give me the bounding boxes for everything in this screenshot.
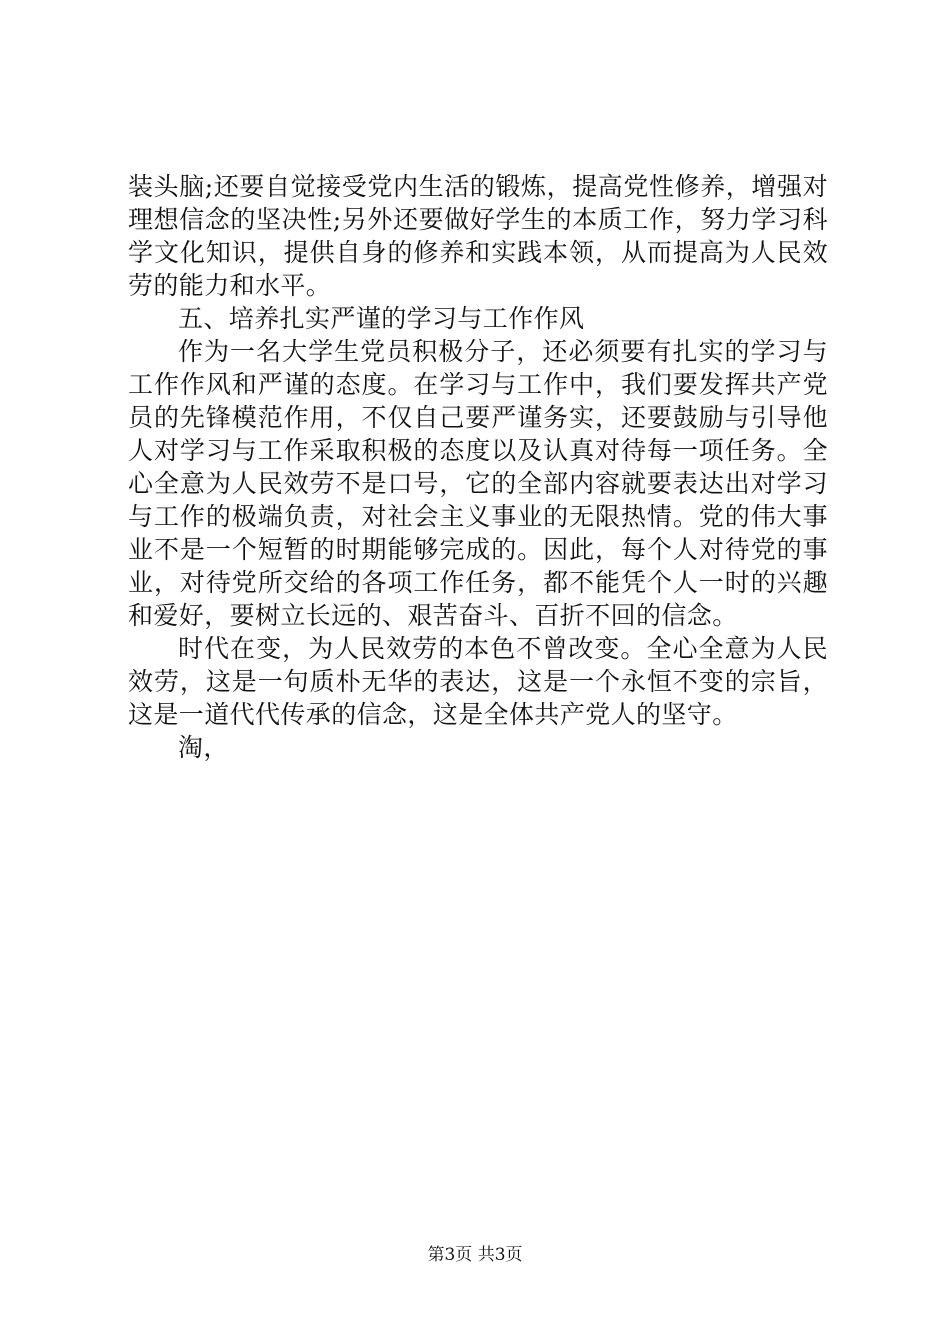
- document-body: [128, 170, 828, 764]
- paragraph-fragment: 淘，: [178, 733, 229, 762]
- paragraph-conclusion: 时代在变，为人民效劳的本色不曾改变。全心全意为人民效劳，这是一句质朴无华的表达，这是一个永恒不变的宗旨，这是一道代代传承的信念，这是全体共产党人的坚守。: [128, 634, 828, 729]
- paragraph-work-style: 作为一名大学生党员积极分子，还必须要有扎实的学习与工作作风和严谨的态度。在学习与工作中，我们要发挥共产党员的先锋模范作用，不仅自己要严谨务实，还要鼓励与引导他人对学习与工作采取积极的态度以及认真对待每一项任务。全心全意为人民效劳不是口号，它的全部内容就要表达出对学习与工作的极端负责，对社会主义事业的无限热情。党的伟大事业不是一个短暂的时期能够完成的。因此，每个人对待党的事业，对待党所交给的各项工作任务，都不能凭个人一时的兴趣和爱好，要树立长远的、艰苦奋斗、百折不回的信念。: [128, 337, 828, 630]
- page-footer: 第3页 共3页: [427, 1245, 523, 1265]
- paragraph-continuation: 装头脑;还要自觉接受党内生活的锻炼，提高党性修养，增强对理想信念的坚决性;另外还要做好学生的本质工作，努力学习科学文化知识，提供自身的修养和实践本领，从而提高为人民效劳的能力和水平。: [128, 172, 828, 300]
- section-heading-five: 五、培养扎实严谨的学习与工作作风: [178, 304, 585, 333]
